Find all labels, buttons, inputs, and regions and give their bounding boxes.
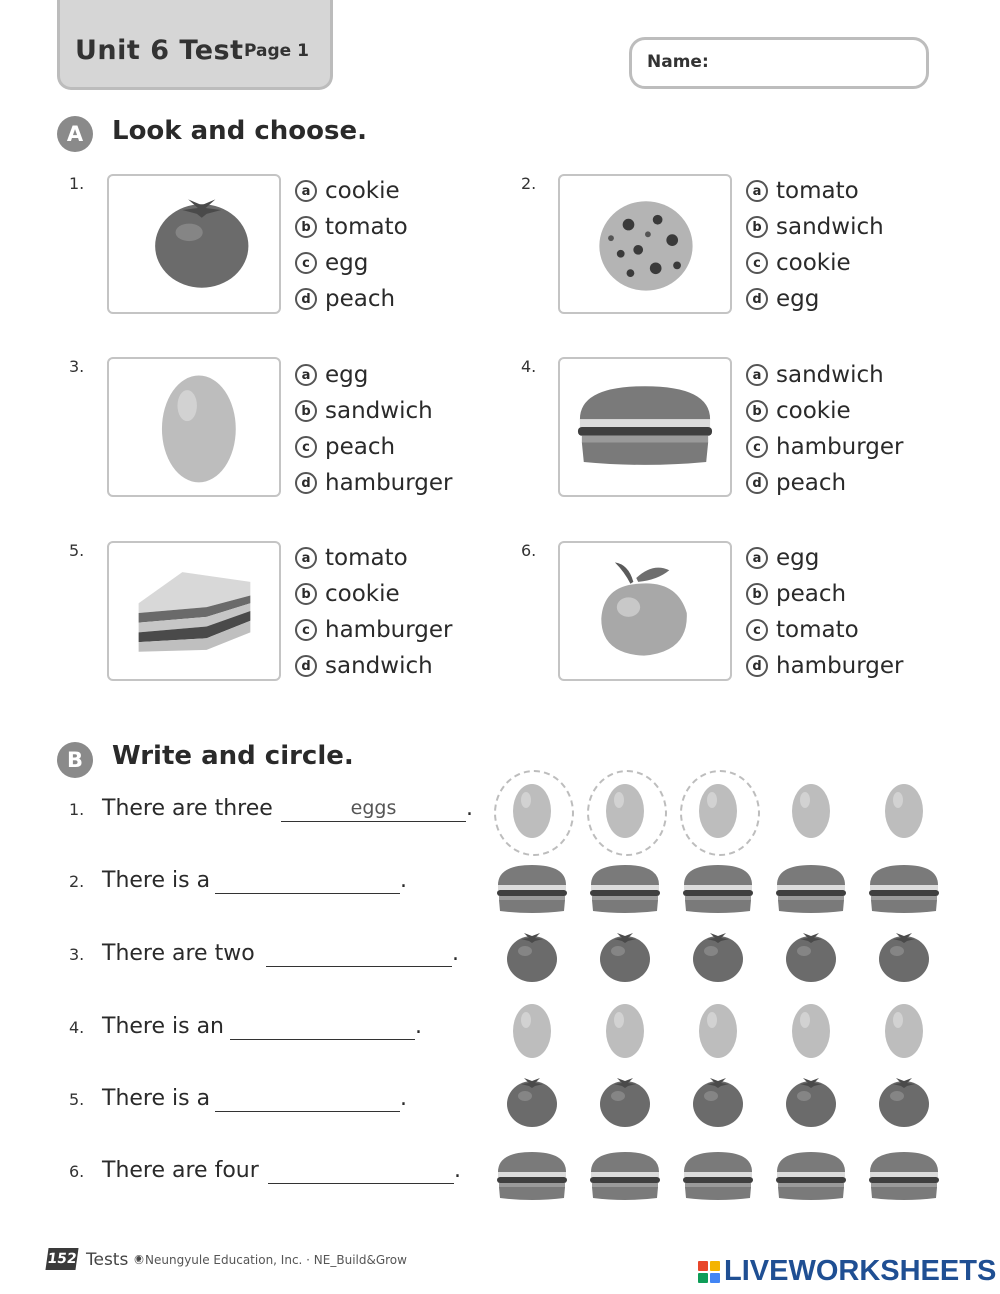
egg-icon	[773, 996, 849, 1066]
option-q2-d[interactable]	[746, 286, 819, 312]
hamburger-picture	[558, 357, 732, 497]
egg-item[interactable]	[680, 776, 756, 846]
unit-title: Unit 6 Test	[75, 35, 244, 66]
liveworksheets-logo[interactable]	[698, 1255, 996, 1288]
option-text: egg	[325, 362, 369, 388]
option-q5-d[interactable]	[295, 653, 433, 679]
option-letter: a	[295, 547, 317, 569]
option-letter: c	[295, 252, 317, 274]
option-text: hamburger	[776, 653, 904, 679]
hamburger-item[interactable]	[587, 1140, 663, 1210]
hamburger-icon	[680, 853, 756, 923]
logo-square	[710, 1273, 720, 1283]
sentence-text: There is a	[102, 868, 211, 893]
tomato-item[interactable]	[587, 921, 663, 991]
hamburger-item[interactable]	[587, 853, 663, 923]
question-number: 5.	[69, 541, 85, 560]
sentence-period: .	[466, 796, 473, 821]
option-text: sandwich	[776, 362, 884, 388]
option-letter: a	[746, 180, 768, 202]
egg-item[interactable]	[866, 776, 942, 846]
option-text: cookie	[776, 250, 851, 276]
logo-grid-icon	[698, 1261, 720, 1283]
egg-icon	[773, 776, 849, 846]
sentence-period: .	[400, 868, 407, 893]
tomato-icon	[866, 1066, 942, 1136]
peach-picture	[558, 541, 732, 681]
tomato-picture	[107, 174, 281, 314]
hamburger-icon	[773, 853, 849, 923]
hamburger-item[interactable]	[680, 853, 756, 923]
option-letter: b	[746, 583, 768, 605]
answer-input[interactable]	[215, 1084, 400, 1112]
option-letter: a	[746, 364, 768, 386]
option-letter: d	[295, 472, 317, 494]
option-q5-a[interactable]	[295, 545, 408, 571]
option-letter: c	[295, 619, 317, 641]
peach-icon	[560, 543, 730, 679]
egg-icon	[680, 776, 756, 846]
tomato-item[interactable]	[680, 921, 756, 991]
question-number: 6.	[69, 1162, 85, 1181]
option-q3-a[interactable]	[295, 362, 368, 388]
tomato-icon	[773, 1066, 849, 1136]
option-letter: a	[746, 547, 768, 569]
option-q6-a[interactable]	[746, 545, 819, 571]
sentence-period: .	[415, 1014, 422, 1039]
option-letter: c	[746, 252, 768, 274]
question-number: 3.	[69, 357, 85, 376]
option-text: egg	[325, 250, 369, 276]
option-q6-c[interactable]	[746, 617, 859, 643]
egg-icon	[109, 359, 279, 495]
tomato-icon	[494, 1066, 570, 1136]
option-letter: a	[295, 364, 317, 386]
question-number: 5.	[69, 1090, 85, 1109]
option-text: sandwich	[776, 214, 884, 240]
tomato-item[interactable]	[866, 921, 942, 991]
tomato-item[interactable]	[587, 1066, 663, 1136]
egg-item[interactable]	[587, 776, 663, 846]
option-text: egg	[776, 545, 820, 571]
option-q2-b[interactable]	[746, 214, 884, 240]
egg-item[interactable]	[773, 776, 849, 846]
sentence-text: There are three	[102, 796, 273, 821]
answer-input[interactable]	[230, 1012, 415, 1040]
logo-text: LIVEWORKSHEETS	[724, 1255, 997, 1287]
tomato-icon	[587, 1066, 663, 1136]
option-text: tomato	[325, 545, 408, 571]
option-q4-b[interactable]	[746, 398, 851, 424]
tomato-item[interactable]	[494, 921, 570, 991]
logo-square	[698, 1273, 708, 1283]
egg-icon	[866, 996, 942, 1066]
hamburger-icon	[587, 1140, 663, 1210]
option-q4-a[interactable]	[746, 362, 884, 388]
option-text: cookie	[325, 178, 400, 204]
footer-section: Tests •	[86, 1250, 144, 1270]
egg-icon	[494, 996, 570, 1066]
hamburger-icon	[866, 853, 942, 923]
option-q4-c[interactable]	[746, 434, 904, 460]
option-letter: c	[746, 619, 768, 641]
name-input[interactable]	[710, 46, 915, 78]
option-text: hamburger	[325, 470, 453, 496]
egg-icon	[494, 776, 570, 846]
tomato-icon	[773, 921, 849, 991]
question-number: 6.	[521, 541, 537, 560]
option-text: hamburger	[325, 617, 453, 643]
name-label: Name:	[647, 52, 709, 72]
tomato-item[interactable]	[680, 1066, 756, 1136]
hamburger-item[interactable]	[494, 853, 570, 923]
egg-item[interactable]	[773, 996, 849, 1066]
option-text: peach	[776, 470, 847, 496]
option-q3-b[interactable]	[295, 398, 433, 424]
sentence-period: .	[452, 941, 459, 966]
option-q1-c[interactable]	[295, 250, 368, 276]
tomato-icon	[109, 176, 279, 312]
hamburger-icon	[680, 1140, 756, 1210]
option-text: hamburger	[776, 434, 904, 460]
option-text: peach	[776, 581, 847, 607]
option-q1-d[interactable]	[295, 286, 395, 312]
option-letter: b	[295, 216, 317, 238]
section-a-badge: A	[57, 116, 93, 152]
egg-item[interactable]	[494, 996, 570, 1066]
option-letter: b	[746, 400, 768, 422]
option-letter: d	[746, 288, 768, 310]
footer-copyright: ©Neungyule Education, Inc. · NE_Build&Grow	[133, 1253, 407, 1267]
question-number: 2.	[521, 174, 537, 193]
option-q3-d[interactable]	[295, 470, 453, 496]
tomato-icon	[587, 921, 663, 991]
option-letter: d	[746, 472, 768, 494]
logo-square	[710, 1261, 720, 1271]
section-a-title: Look and choose.	[112, 116, 367, 146]
tomato-item[interactable]	[773, 921, 849, 991]
hamburger-item[interactable]	[773, 853, 849, 923]
option-text: tomato	[776, 178, 859, 204]
tomato-item[interactable]	[773, 1066, 849, 1136]
option-letter: d	[746, 655, 768, 677]
egg-item[interactable]	[587, 996, 663, 1066]
sentence-period: .	[454, 1158, 461, 1183]
egg-picture	[107, 357, 281, 497]
sentence-text: There are four	[102, 1158, 259, 1183]
sandwich-icon	[109, 543, 279, 679]
option-letter: d	[295, 655, 317, 677]
hamburger-item[interactable]	[773, 1140, 849, 1210]
answer-input[interactable]	[215, 866, 400, 894]
egg-icon	[587, 996, 663, 1066]
option-text: peach	[325, 434, 396, 460]
cookie-icon	[560, 176, 730, 312]
option-q2-c[interactable]	[746, 250, 851, 276]
option-text: peach	[325, 286, 396, 312]
sandwich-picture	[107, 541, 281, 681]
hamburger-item[interactable]	[866, 1140, 942, 1210]
option-q5-c[interactable]	[295, 617, 453, 643]
tomato-icon	[680, 1066, 756, 1136]
question-number: 2.	[69, 872, 85, 891]
egg-icon	[680, 996, 756, 1066]
option-text: egg	[776, 286, 820, 312]
sentence-text: There is a	[102, 1086, 211, 1111]
option-q3-c[interactable]	[295, 434, 395, 460]
tomato-icon	[680, 921, 756, 991]
page-label: Page 1	[244, 41, 309, 61]
option-letter: c	[746, 436, 768, 458]
option-text: tomato	[325, 214, 408, 240]
hamburger-icon	[494, 1140, 570, 1210]
option-letter: b	[295, 583, 317, 605]
sentence-text: There are two	[102, 941, 255, 966]
hamburger-icon	[494, 853, 570, 923]
tomato-icon	[494, 921, 570, 991]
option-q5-b[interactable]	[295, 581, 400, 607]
egg-icon	[587, 776, 663, 846]
option-letter: b	[746, 216, 768, 238]
question-number: 4.	[521, 357, 537, 376]
option-text: sandwich	[325, 653, 433, 679]
page-number: 152	[45, 1248, 78, 1270]
hamburger-icon	[773, 1140, 849, 1210]
hamburger-icon	[866, 1140, 942, 1210]
answer-input[interactable]	[281, 794, 466, 822]
option-q1-b[interactable]	[295, 214, 408, 240]
logo-square	[698, 1261, 708, 1271]
option-q4-d[interactable]	[746, 470, 846, 496]
egg-item[interactable]	[866, 996, 942, 1066]
section-b-title: Write and circle.	[112, 741, 354, 771]
hamburger-icon	[560, 359, 730, 495]
option-q2-a[interactable]	[746, 178, 859, 204]
question-number: 3.	[69, 945, 85, 964]
cookie-picture	[558, 174, 732, 314]
option-q6-b[interactable]	[746, 581, 846, 607]
question-number: 4.	[69, 1018, 85, 1037]
option-letter: b	[295, 400, 317, 422]
egg-item[interactable]	[494, 776, 570, 846]
hamburger-item[interactable]	[866, 853, 942, 923]
option-text: sandwich	[325, 398, 433, 424]
option-text: cookie	[325, 581, 400, 607]
hamburger-item[interactable]	[494, 1140, 570, 1210]
answer-input[interactable]	[268, 1156, 454, 1184]
option-letter: a	[295, 180, 317, 202]
section-b-badge: B	[57, 742, 93, 778]
egg-icon	[866, 776, 942, 846]
sentence-period: .	[400, 1086, 407, 1111]
option-q1-a[interactable]	[295, 178, 400, 204]
option-q6-d[interactable]	[746, 653, 904, 679]
hamburger-item[interactable]	[680, 1140, 756, 1210]
sentence-text: There is an	[102, 1014, 224, 1039]
option-letter: c	[295, 436, 317, 458]
hamburger-icon	[587, 853, 663, 923]
tomato-icon	[866, 921, 942, 991]
option-letter: d	[295, 288, 317, 310]
question-number: 1.	[69, 174, 85, 193]
question-number: 1.	[69, 800, 85, 819]
option-text: cookie	[776, 398, 851, 424]
egg-item[interactable]	[680, 996, 756, 1066]
option-text: tomato	[776, 617, 859, 643]
tomato-item[interactable]	[494, 1066, 570, 1136]
tomato-item[interactable]	[866, 1066, 942, 1136]
answer-input[interactable]	[266, 939, 452, 967]
